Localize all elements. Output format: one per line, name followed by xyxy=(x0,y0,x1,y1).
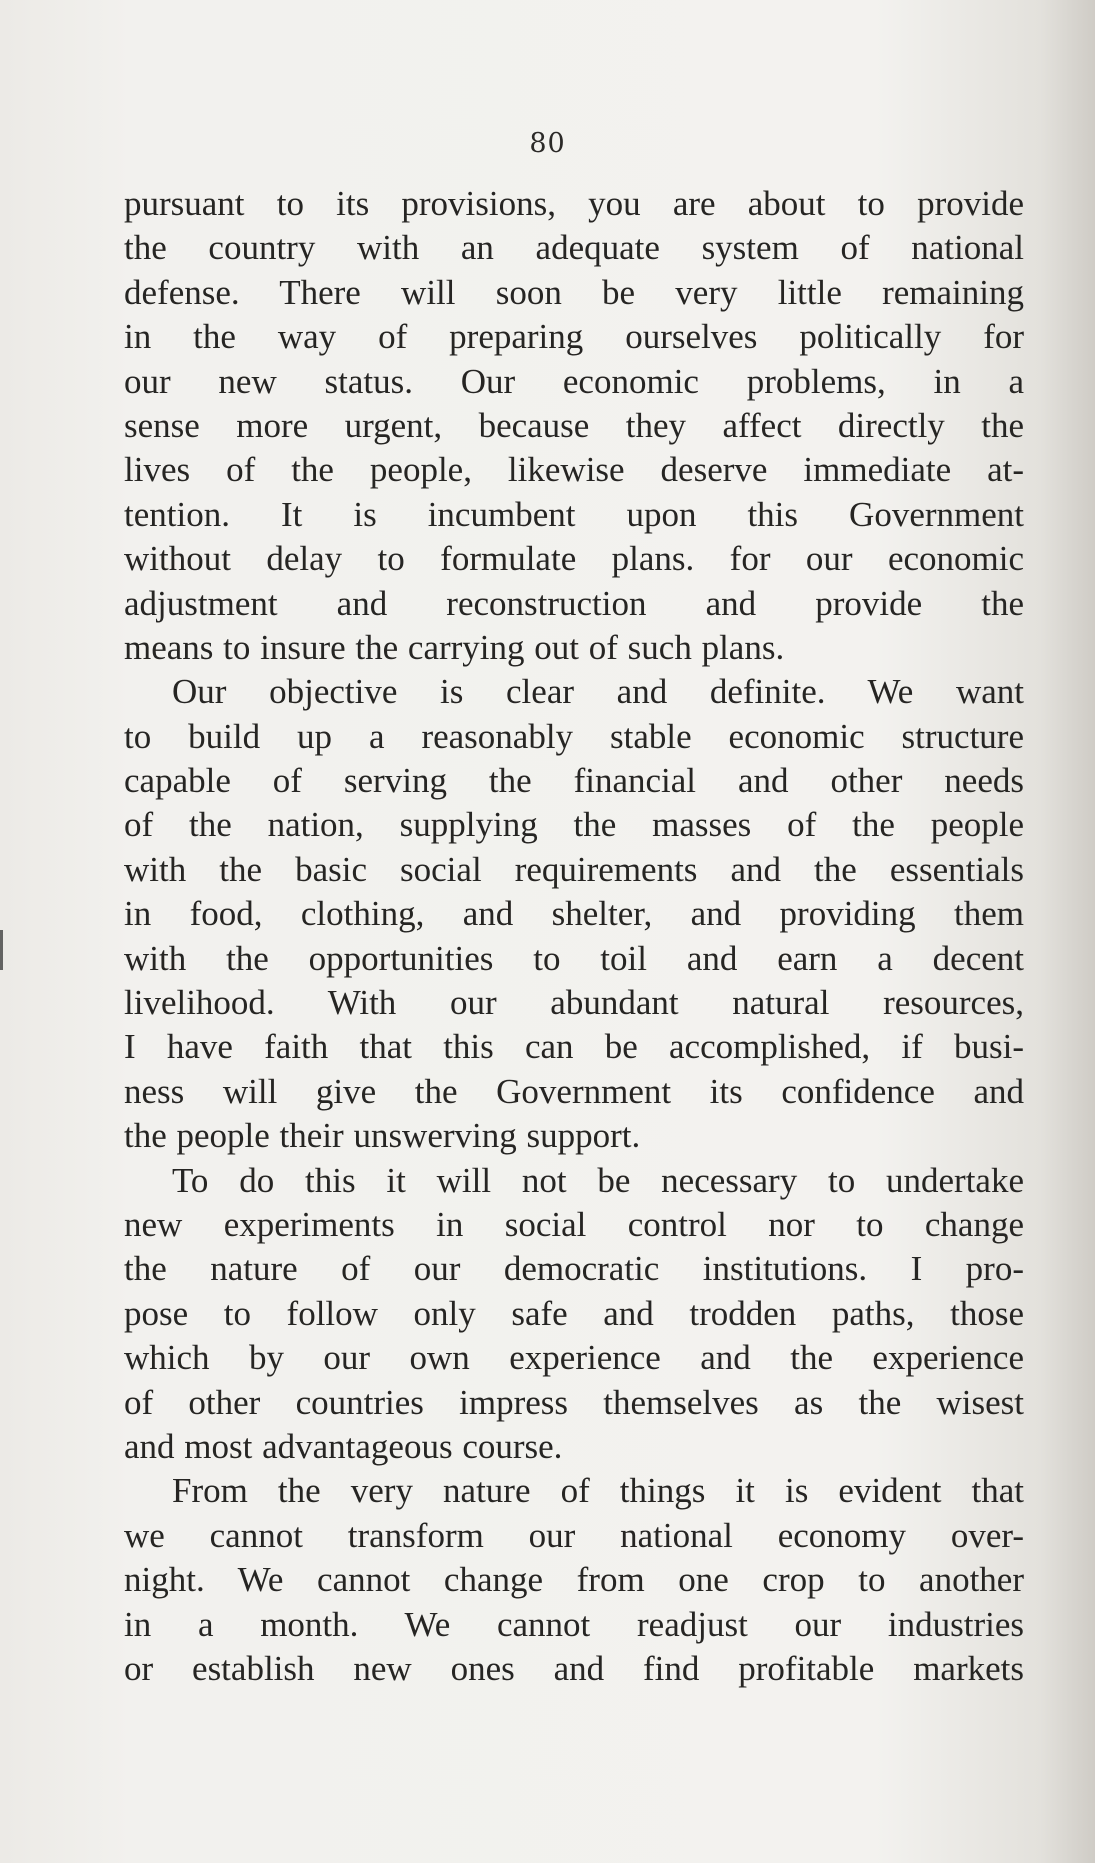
text-line: in food, clothing, and shelter, and providing them xyxy=(124,894,1024,934)
text-line: livelihood. With our abundant natural resources, xyxy=(124,983,1024,1023)
text-line: the people their unswerving support. xyxy=(124,1116,641,1156)
text-line: in a month. We cannot readjust our industries xyxy=(124,1604,1024,1644)
text-line: pursuant to its provisions, you are about to provide xyxy=(124,184,1024,223)
text-line: of the nation, supplying the masses of the people xyxy=(124,805,1024,845)
text-line: means to insure the carrying out of such plans. xyxy=(124,627,785,667)
text-line: night. We cannot change from one crop to another xyxy=(124,1560,1024,1600)
text-line: the country with an adequate system of national xyxy=(124,228,1024,268)
text-line: which by our own experience and the experience xyxy=(124,1338,1024,1378)
paragraph-start-line: Our objective is clear and definite. We want xyxy=(172,672,1024,712)
text-line: or establish new ones and find profitable markets xyxy=(124,1648,1024,1688)
scan-mark xyxy=(0,930,3,970)
text-line: without delay to formulate plans. for our economic xyxy=(124,539,1024,579)
text-line: of other countries impress themselves as the wisest xyxy=(124,1382,1024,1422)
text-line: new experiments in social control nor to change xyxy=(124,1204,1024,1244)
text-line: I have faith that this can be accomplished, if busi- xyxy=(124,1027,1024,1067)
text-line: to build up a reasonably stable economic structure xyxy=(124,716,1024,756)
page-number: 80 xyxy=(529,128,566,159)
text-line: we cannot transform our national economy over- xyxy=(124,1515,1024,1555)
text-line: lives of the people, likewise deserve immediate at- xyxy=(124,450,1024,490)
text-line: ness will give the Government its confidence and xyxy=(124,1071,1024,1111)
text-line: defense. There will soon be very little remaining xyxy=(124,272,1024,312)
paragraph-start-line: From the very nature of things it is evident that xyxy=(172,1471,1024,1511)
text-line: our new status. Our economic problems, in a xyxy=(124,361,1024,401)
text-line: pose to follow only safe and trodden paths, those xyxy=(124,1293,1024,1333)
text-line: capable of serving the financial and other needs xyxy=(124,761,1024,801)
text-line: with the opportunities to toil and earn a decent xyxy=(124,938,1024,978)
paragraph-start-line: To do this it will not be necessary to undertake xyxy=(172,1160,1024,1200)
text-line: in the way of preparing ourselves politically for xyxy=(124,317,1024,357)
text-line: and most advantageous course. xyxy=(124,1426,563,1466)
body-text xyxy=(124,182,1024,1691)
text-line: with the basic social requirements and the essentials xyxy=(124,849,1024,889)
text-line: tention. It is incumbent upon this Government xyxy=(124,494,1024,534)
text-line: sense more urgent, because they affect directly the xyxy=(124,405,1024,445)
text-line: the nature of our democratic institutions. I pro- xyxy=(124,1249,1024,1289)
text-line: adjustment and reconstruction and provide the xyxy=(124,583,1024,623)
